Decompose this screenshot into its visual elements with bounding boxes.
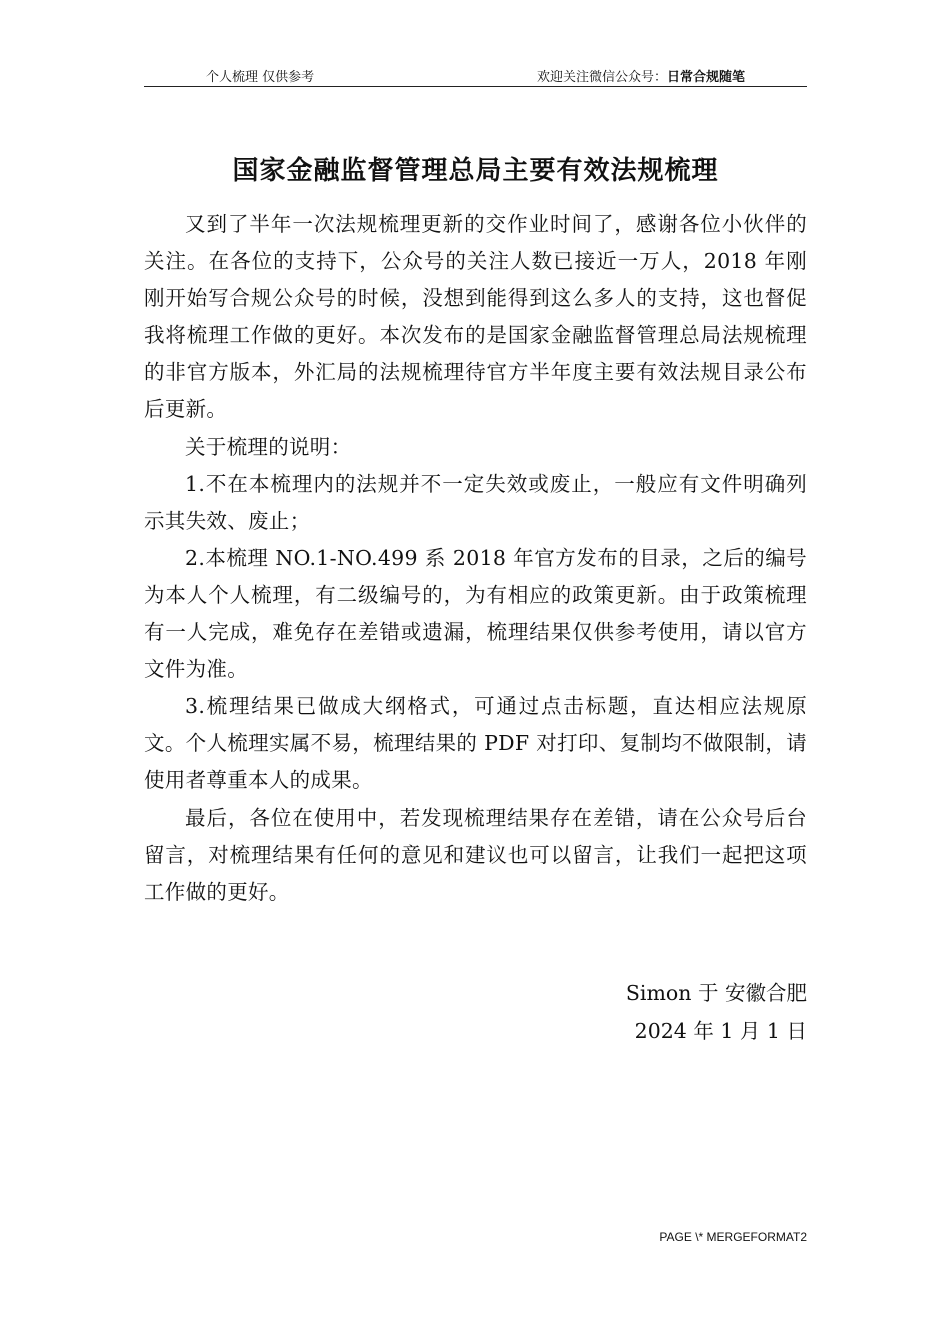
note-item-3: 3.梳理结果已做成大纲格式，可通过点击标题，直达相应法规原文。个人梳理实属不易，梳理结果的 PDF 对打印、复制均不做限制，请使用者尊重本人的成果。: [144, 694, 807, 793]
document-body: [144, 206, 807, 911]
signature-author: Simon 于 安徽合肥: [625, 981, 807, 1005]
document-title: 国家金融监督管理总局主要有效法规梳理: [232, 156, 719, 186]
signature-date: 2024 年 1 月 1 日: [634, 1019, 807, 1043]
page-header: [144, 64, 807, 87]
notes-heading: 关于梳理的说明：: [185, 434, 352, 459]
header-wechat-prefix: 欢迎关注微信公众号：: [536, 70, 667, 85]
intro-paragraph: 又到了半年一次法规梳理更新的交作业时间了，感谢各位小伙伴的关注。在各位的支持下，公众号的关注人数已接近一万人，2018 年刚刚开始写合规公众号的时候，没想到能得到这么多人的支持，这也督促我将梳理工作做的更好。本次发布的是国家金融监督管理总局法规梳理的非官方版本，外汇局的法规梳理待官方半年度主要有效法规目录公布后更新。: [144, 212, 807, 422]
header-wechat: [537, 66, 745, 85]
header-note: 个人梳理 仅供参考: [206, 70, 315, 85]
note-item-1: 1.不在本梳理内的法规并不一定失效或废止，一般应有文件明确列示其失效、废止；: [144, 471, 807, 533]
note-item-2: 2.本梳理 NO.1-NO.499 系 2018 年官方发布的目录，之后的编号为本人个人梳理，有二级编号的，为有相应的政策更新。由于政策梳理有一人完成，难免存在差错或遗漏，梳理结果仅供参考使用，请以官方文件为准。: [144, 545, 807, 682]
closing-paragraph: 最后，各位在使用中，若发现梳理结果存在差错，请在公众号后台留言，对梳理结果有任何的意见和建议也可以留言，让我们一起把这项工作做的更好。: [144, 805, 807, 904]
signature-block: [144, 974, 807, 1050]
page-footer: PAGE \* MERGEFORMAT2: [659, 1230, 807, 1244]
header-wechat-account: 日常合规随笔: [666, 70, 745, 85]
